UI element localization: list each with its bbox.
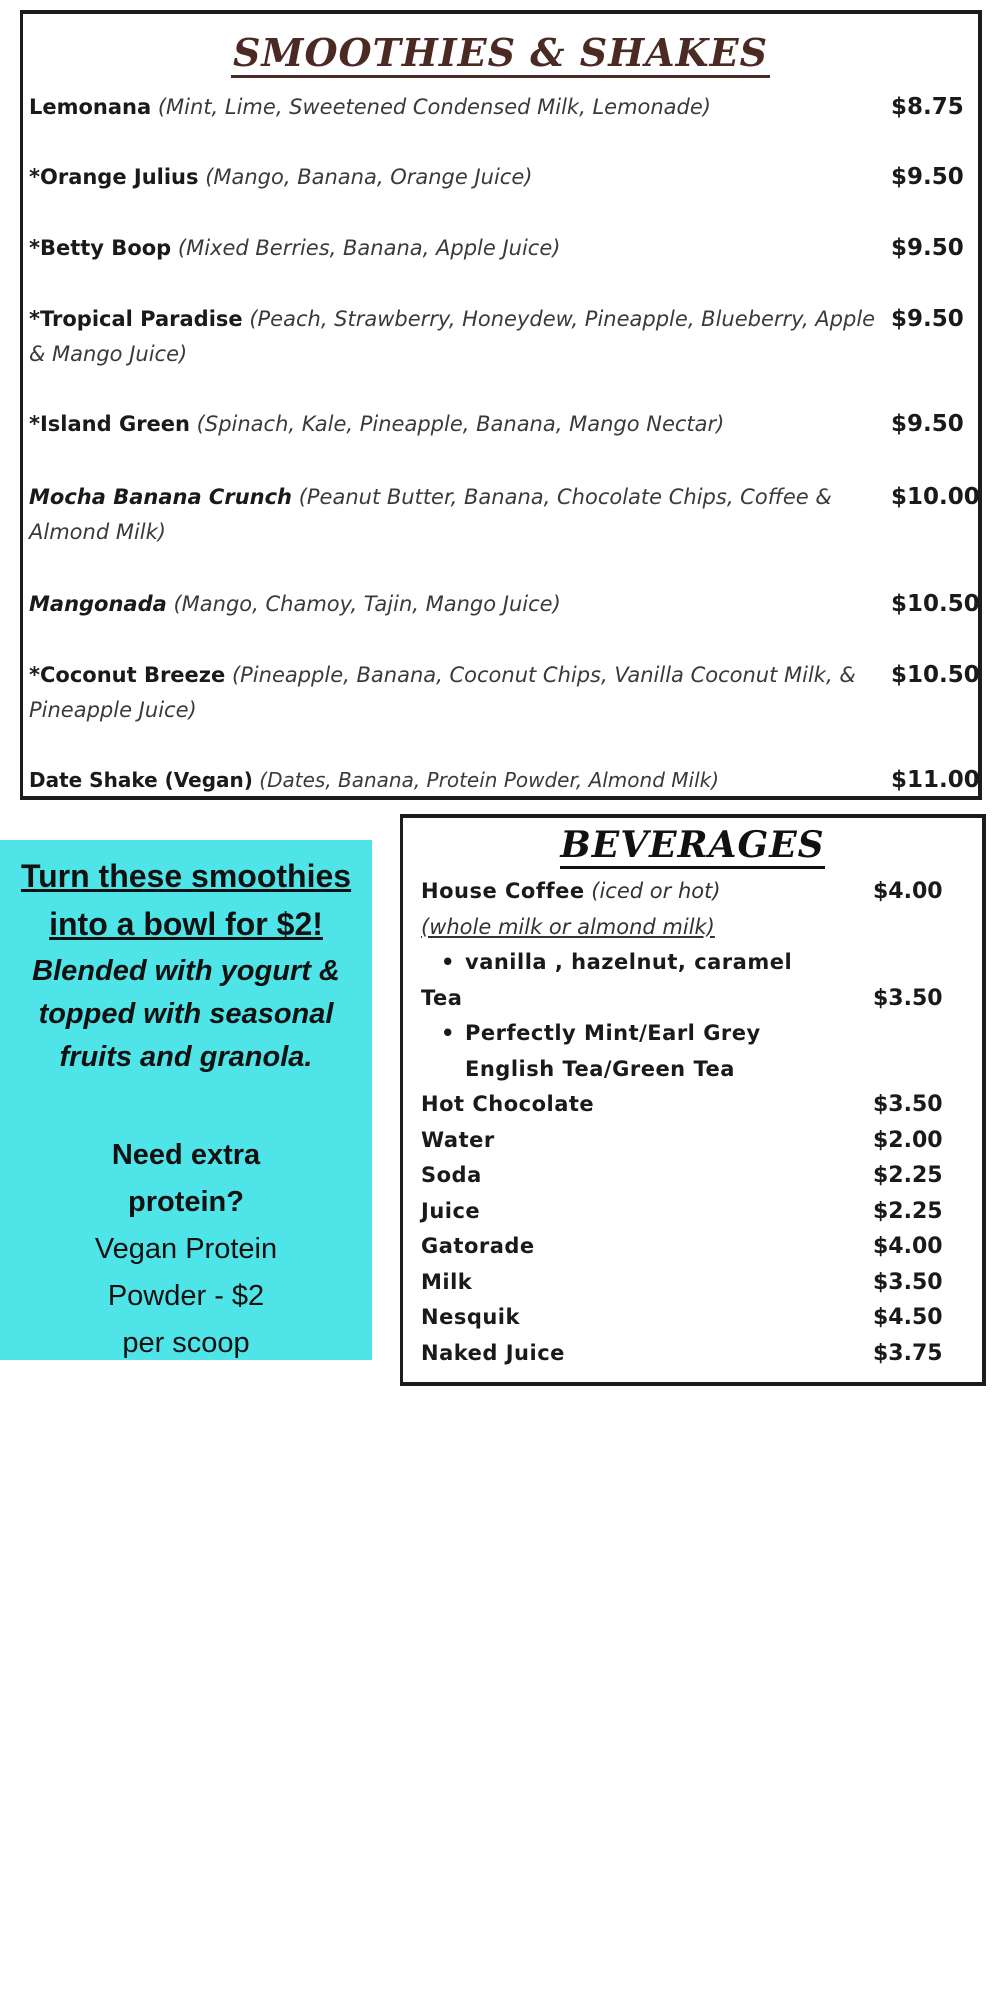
beverage-options (421, 1052, 969, 1088)
protein-offer: Powder - $2 (107, 1280, 265, 1312)
beverage-row (421, 1265, 969, 1301)
beverage-row (421, 1336, 969, 1372)
item-price: $8.75 (891, 94, 964, 120)
menu-item (29, 480, 979, 550)
item-price: $10.00 (891, 484, 980, 510)
item-price: $9.50 (891, 411, 964, 437)
item-name: *Orange Julius (29, 165, 199, 189)
beverage-name: Tea (421, 985, 463, 1010)
bullet-icon: • (441, 1021, 455, 1045)
beverage-option: vanilla , hazelnut, caramel (465, 950, 793, 974)
menu-item (29, 587, 979, 622)
beverage-row (421, 1087, 969, 1123)
beverages-heading: BEVERAGES (403, 824, 982, 866)
beverage-name: Juice (421, 1198, 481, 1223)
beverage-row (421, 1123, 969, 1159)
beverage-option: Perfectly Mint/Earl Grey (465, 1021, 761, 1045)
beverage-name: Hot Chocolate (421, 1092, 595, 1116)
item-name: *Tropical Paradise (29, 307, 243, 331)
beverage-note: (iced or hot) (584, 879, 721, 903)
beverage-name: Nesquik (421, 1305, 520, 1329)
protein-offer: Vegan Protein (94, 1233, 278, 1265)
beverage-note: (whole milk or almond milk) (421, 914, 715, 939)
item-price: $9.50 (891, 306, 964, 332)
beverage-price: $4.00 (873, 1234, 943, 1259)
beverage-price: $2.25 (873, 1198, 943, 1224)
beverage-price: $3.50 (873, 1269, 943, 1295)
beverage-row (421, 874, 969, 910)
beverage-option: English Tea/Green Tea (465, 1056, 735, 1081)
beverage-price: $3.50 (873, 985, 943, 1011)
beverage-row (421, 1229, 969, 1265)
item-price: $9.50 (891, 235, 964, 261)
protein-offer: per scoop (122, 1327, 250, 1359)
beverage-row (421, 1300, 969, 1336)
menu-item (29, 763, 979, 798)
item-price: $9.50 (891, 164, 964, 190)
item-name: Mocha Banana Crunch (29, 485, 293, 509)
item-name: Mangonada (29, 592, 167, 616)
smoothies-heading: SMOOTHIES & SHAKES (23, 30, 978, 75)
beverage-price: $2.25 (873, 1163, 943, 1188)
item-name: *Island Green (29, 412, 190, 436)
menu-item (29, 302, 979, 372)
beverage-price: $3.50 (873, 1092, 943, 1117)
beverage-row (421, 981, 969, 1017)
item-ingredients: (Pineapple, Banana, Coconut Chips, Vanilla Coconut Milk, & Pineapple Juice) (29, 663, 856, 722)
beverage-price: $4.00 (873, 879, 943, 904)
beverage-name: Water (421, 1127, 495, 1152)
beverage-name: House Coffee (421, 879, 585, 903)
item-ingredients: (Spinach, Kale, Pineapple, Banana, Mango Nectar) (190, 412, 725, 436)
item-ingredients: (Peach, Strawberry, Honeydew, Pineapple, Blueberry, Apple & Mango Juice) (29, 307, 876, 366)
bullet-icon: • (441, 950, 455, 974)
beverage-price: $3.75 (873, 1340, 943, 1366)
beverage-row (421, 910, 969, 946)
beverage-price: $2.00 (873, 1127, 943, 1153)
beverage-name: Milk (421, 1269, 473, 1294)
menu-item (29, 658, 979, 728)
beverage-row (421, 1194, 969, 1230)
menu-item (29, 160, 979, 195)
smoothies-section (20, 10, 982, 800)
promo-subtext: Blended with yogurt & (32, 955, 340, 987)
beverages-section (400, 814, 986, 1386)
item-ingredients: (Mixed Berries, Banana, Apple Juice) (171, 236, 561, 260)
bowl-promo-panel (0, 840, 372, 1360)
item-ingredients: (Mango, Banana, Orange Juice) (198, 165, 533, 189)
item-ingredients: (Mint, Lime, Sweetened Condensed Milk, Lemonade) (151, 95, 711, 119)
promo-headline: Turn these smoothies (20, 858, 352, 894)
item-price: $10.50 (891, 591, 980, 617)
beverage-options (421, 945, 969, 981)
item-name: *Betty Boop (29, 236, 172, 260)
chevron-divider (0, 1912, 372, 2002)
promo-subtext: topped with seasonal (38, 998, 334, 1030)
promo-headline: into a bowl for $2! (49, 906, 323, 942)
item-ingredients: (Mango, Chamoy, Tajin, Mango Juice) (166, 592, 561, 616)
item-ingredients: (Peanut Butter, Banana, Chocolate Chips, Coffee & Almond Milk) (29, 485, 832, 544)
item-ingredients: (Dates, Banana, Protein Powder, Almond Milk) (252, 768, 720, 792)
item-price: $10.50 (891, 662, 980, 688)
protein-question: protein? (128, 1186, 244, 1218)
beverage-options (421, 1016, 969, 1052)
promo-subtext: fruits and granola. (59, 1041, 313, 1073)
item-name: Lemonana (29, 95, 152, 119)
menu-item (29, 407, 979, 442)
beverage-row (421, 1158, 969, 1194)
item-name: *Coconut Breeze (29, 663, 226, 687)
menu-item (29, 90, 979, 125)
protein-question: Need extra (111, 1139, 261, 1171)
beverage-name: Gatorade (421, 1234, 535, 1258)
beverage-name: Naked Juice (421, 1340, 565, 1365)
beverage-name: Soda (421, 1163, 482, 1187)
menu-item (29, 231, 979, 266)
beverage-price: $4.50 (873, 1305, 943, 1330)
item-price: $11.00 (891, 767, 980, 793)
item-name: Date Shake (Vegan) (29, 768, 253, 792)
